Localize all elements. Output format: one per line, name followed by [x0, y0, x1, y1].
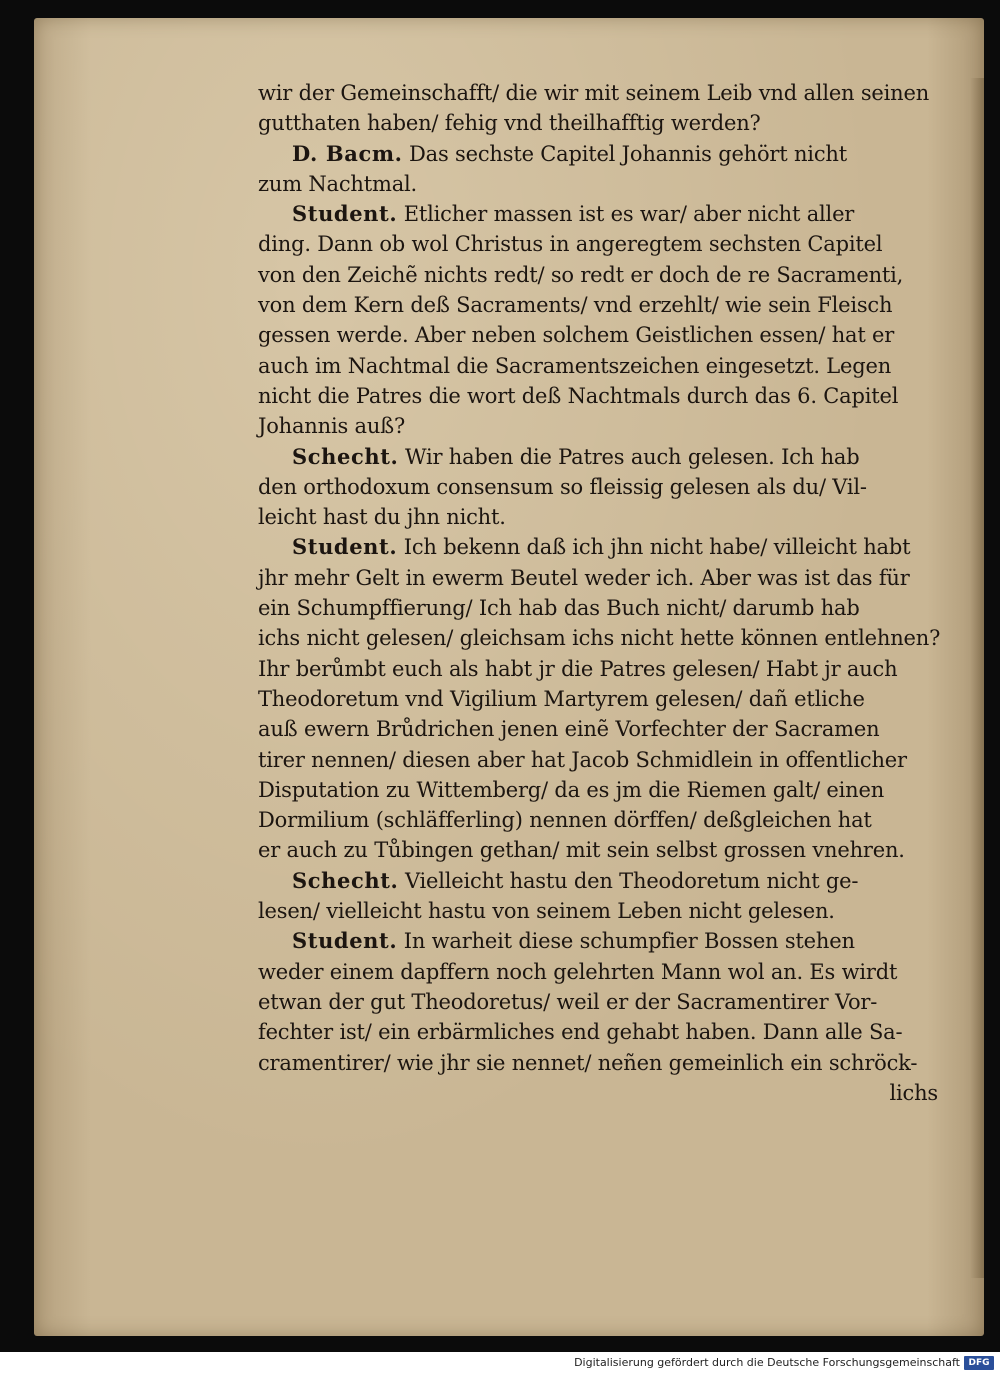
line-text: nicht die Patres die wort deß Nachtmals durch das 6. Capitel — [258, 383, 899, 408]
line-text: In warheit diese schumpfier Bossen stehen — [403, 929, 855, 954]
line-text: tirer nennen/ diesen aber hat Jacob Schmidlein in offentlicher — [258, 747, 907, 772]
text-line — [258, 987, 958, 1017]
line-text: wir der Gemeinschafft/ die wir mit seinem Leib vnd allen seinen — [258, 81, 930, 105]
text-line — [258, 229, 958, 259]
footer-bar — [0, 1352, 1000, 1374]
line-text: Theodoretum vnd Vigilium Martyrem gelesen/ dañ etliche — [258, 686, 865, 711]
dfg-logo[interactable]: DFG — [964, 1356, 994, 1370]
line-text: Ich bekenn daß ich jhn nicht habe/ villeicht habt — [403, 535, 911, 560]
line-text: weder einem dapffern noch gelehrten Mann wol an. Es wirdt — [258, 959, 898, 984]
line-text: Etlicher massen ist es war/ aber nicht aller — [403, 202, 855, 227]
text-line — [258, 472, 958, 502]
line-text: von dem Kern deß Sacraments/ vnd erzehlt/ wie sein Fleisch — [258, 293, 893, 318]
text-line — [258, 714, 958, 744]
text-line — [258, 1048, 958, 1078]
text-line — [258, 139, 958, 169]
text-line — [258, 1017, 958, 1047]
page-edge-shadow — [970, 78, 984, 1278]
text-line — [258, 290, 958, 320]
line-text: auch im Nachtmal die Sacramentszeichen eingesetzt. Legen — [258, 353, 892, 378]
text-line — [258, 442, 958, 472]
text-line — [258, 896, 958, 926]
text-line — [258, 805, 958, 835]
line-text: Wir haben die Patres auch gelesen. Ich hab — [404, 444, 860, 469]
page-text-block — [258, 78, 958, 1108]
text-line — [258, 532, 958, 562]
footer-credit: Digitalisierung gefördert durch die Deutsche Forschungsgemeinschaft — [574, 1356, 960, 1369]
line-text: gessen werde. Aber neben solchem Geistlichen essen/ hat er — [258, 323, 895, 348]
line-text: lesen/ vielleicht hastu von seinem Leben nicht gelesen. — [258, 899, 835, 924]
line-text: den orthodoxum consensum so fleissig gelesen als du/ Vil- — [258, 474, 867, 499]
line-text: Das sechste Capitel Johannis gehört nicht — [409, 141, 847, 166]
text-line — [258, 775, 958, 805]
line-text: fechter ist/ ein erbärmliches end gehabt haben. Dann alle Sa- — [258, 1020, 903, 1045]
text-line — [258, 320, 958, 350]
line-text: ichs nicht gelesen/ gleichsam ichs nicht hette können entlehnen? — [258, 626, 941, 651]
line-text: Dormilium (schläfferling) nennen dörffen/ deßgleichen hat — [258, 808, 872, 833]
text-line — [258, 654, 958, 684]
text-line — [258, 593, 958, 623]
text-line — [258, 381, 958, 411]
text-line — [258, 563, 958, 593]
line-text: jhr mehr Gelt in ewerm Beutel weder ich. Aber was ist das für — [258, 565, 910, 590]
line-text: etwan der gut Theodoretus/ weil er der Sacramentirer Vor- — [258, 989, 878, 1014]
text-line — [258, 260, 958, 290]
text-line — [258, 926, 958, 956]
line-text: ein Schumpffierung/ Ich hab das Buch nicht/ darumb hab — [258, 596, 860, 621]
line-text: leicht hast du jhn nicht. — [258, 505, 506, 530]
text-line — [258, 169, 958, 199]
speaker-name: Student. — [292, 534, 398, 560]
line-text: von den Zeichẽ nichts redt/ so redt er doch de re Sacramenti, — [258, 262, 904, 287]
line-text: ding. Dann ob wol Christus in angeregtem sechsten Capitel — [258, 232, 883, 257]
catchword: lichs — [889, 1080, 938, 1105]
speaker-name: Schecht. — [292, 443, 399, 469]
speaker-name: D. Bacm. — [292, 140, 403, 166]
text-line — [258, 199, 958, 229]
text-line — [258, 411, 958, 441]
text-line — [258, 957, 958, 987]
line-text: auß ewern Brůdrichen jenen einẽ Vorfechter der Sacramen — [258, 717, 880, 742]
line-text: Disputation zu Wittemberg/ da es jm die Riemen galt/ einen — [258, 777, 885, 802]
text-line — [258, 835, 958, 865]
line-text: er auch zu Tůbingen gethan/ mit sein selbst grossen vnehren. — [258, 838, 905, 863]
text-line — [258, 623, 958, 653]
speaker-name: Schecht. — [292, 867, 399, 893]
text-line — [258, 108, 958, 138]
text-line — [258, 745, 958, 775]
line-text: Ihr berůmbt euch als habt jr die Patres gelesen/ Habt jr auch — [258, 656, 898, 681]
text-line — [258, 351, 958, 381]
line-text: gutthaten haben/ fehig vnd theilhafftig werden? — [258, 111, 761, 136]
line-text: zum Nachtmal. — [258, 171, 418, 196]
text-line — [258, 502, 958, 532]
text-line — [258, 78, 958, 108]
line-text: Johannis auß? — [258, 414, 406, 439]
speaker-name: Student. — [292, 201, 398, 227]
text-line — [258, 866, 958, 896]
line-text: Vielleicht hastu den Theodoretum nicht ge- — [404, 868, 859, 893]
speaker-name: Student. — [292, 928, 398, 954]
text-line — [258, 684, 958, 714]
line-text: cramentirer/ wie jhr sie nennet/ neñen gemeinlich ein schröck- — [258, 1050, 918, 1075]
